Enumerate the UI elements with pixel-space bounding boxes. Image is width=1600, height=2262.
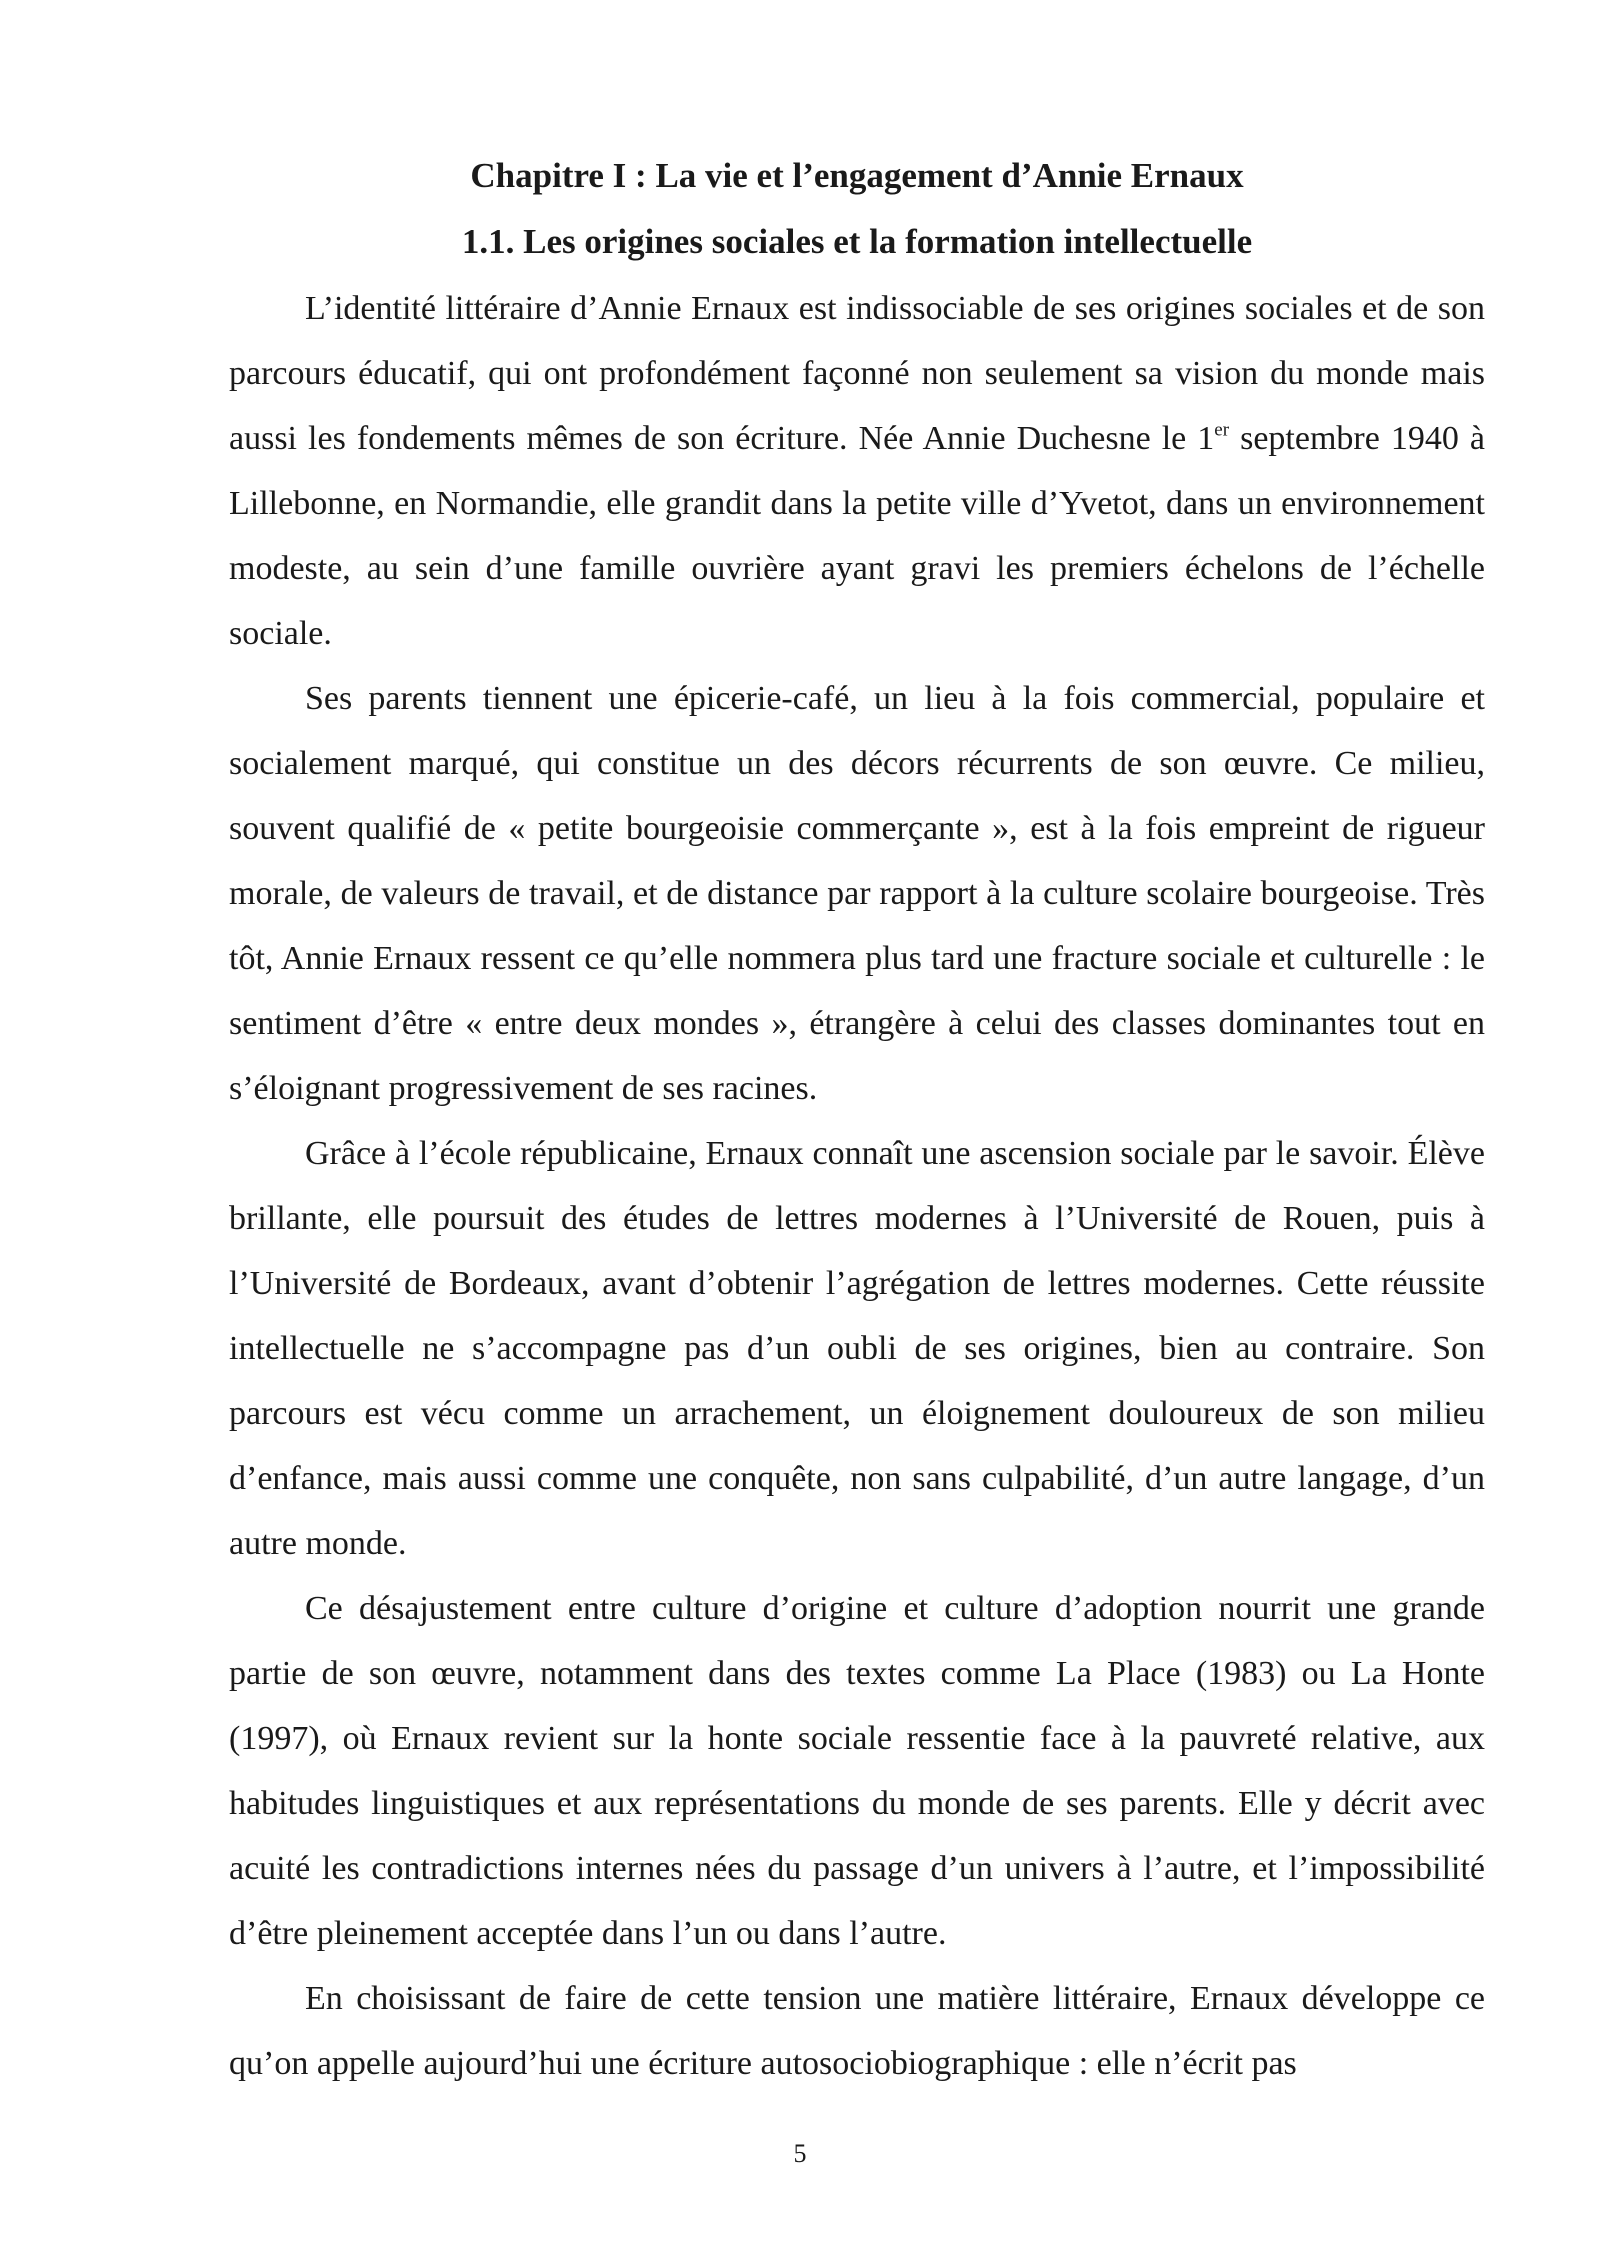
paragraph-origins-text-end: septembre 1940 à Lillebonne, en Normandie, elle grandit dans la petite ville d’Yvetot, dans un environnement modeste, au sein d’une famille ouvrière ayant gravi les premiers échelons de l’échelle sociale.	[229, 420, 1485, 652]
paragraph-origins-text-start: L’identité littéraire d’Annie Ernaux est indissociable de ses origines sociales et de son parcours éducatif, qui ont profondément façonné non seulement sa vision du monde mais aussi les fondements mêmes de son écriture. Née Annie Duchesne le 1	[229, 290, 1485, 457]
page-number: 5	[793, 2139, 807, 2168]
chapter-title: Chapitre I : La vie et l’engagement d’Annie Ernaux	[470, 156, 1244, 195]
section-title: 1.1. Les origines sociales et la formation intellectuelle	[461, 222, 1253, 261]
ordinal-superscript: er	[1214, 419, 1230, 441]
document-page	[229, 150, 1485, 2096]
paragraph-education: Grâce à l’école républicaine, Ernaux connaît une ascension sociale par le savoir. Élève brillante, elle poursuit des études de lettres modernes à l’Université de Rouen, puis à l’Université de Bordeaux, avant d’obtenir l’agrégation de lettres modernes. Cette réussite intellectuelle ne s’accompagne pas d’un oubli de ses origines, bien au contraire. Son parcours est vécu comme un arrachement, un éloignement douloureux de son milieu d’enfance, mais aussi comme une conquête, non sans culpabilité, d’un autre langage, d’un autre monde.	[229, 1135, 1485, 1562]
paragraph-parents: Ses parents tiennent une épicerie-café, un lieu à la fois commercial, populaire et socialement marqué, qui constitue un des décors récurrents de son œuvre. Ce milieu, souvent qualifié de « petite bourgeoisie commerçante », est à la fois empreint de rigueur morale, de valeurs de travail, et de distance par rapport à la culture scolaire bourgeoise. Très tôt, Annie Ernaux ressent ce qu’elle nommera plus tard une fracture sociale et culturelle : le sentiment d’être « entre deux mondes », étrangère à celui des classes dominantes tout en s’éloignant progressivement de ses racines.	[229, 680, 1485, 1107]
paragraph-origins	[229, 276, 1485, 666]
paragraph-culture-gap: Ce désajustement entre culture d’origine et culture d’adoption nourrit une grande partie de son œuvre, notamment dans des textes comme La Place (1983) ou La Honte (1997), où Ernaux revient sur la honte sociale ressentie face à la pauvreté relative, aux habitudes linguistiques et aux représentations du monde de ses parents. Elle y décrit avec acuité les contradictions internes nées du passage d’un univers à l’autre, et l’impossibilité d’être pleinement acceptée dans l’un ou dans l’autre.	[229, 1590, 1485, 1952]
paragraph-autosociobiography: En choisissant de faire de cette tension une matière littéraire, Ernaux développe ce qu’on appelle aujourd’hui une écriture autosociobiographique : elle n’écrit pas	[229, 1980, 1485, 2082]
